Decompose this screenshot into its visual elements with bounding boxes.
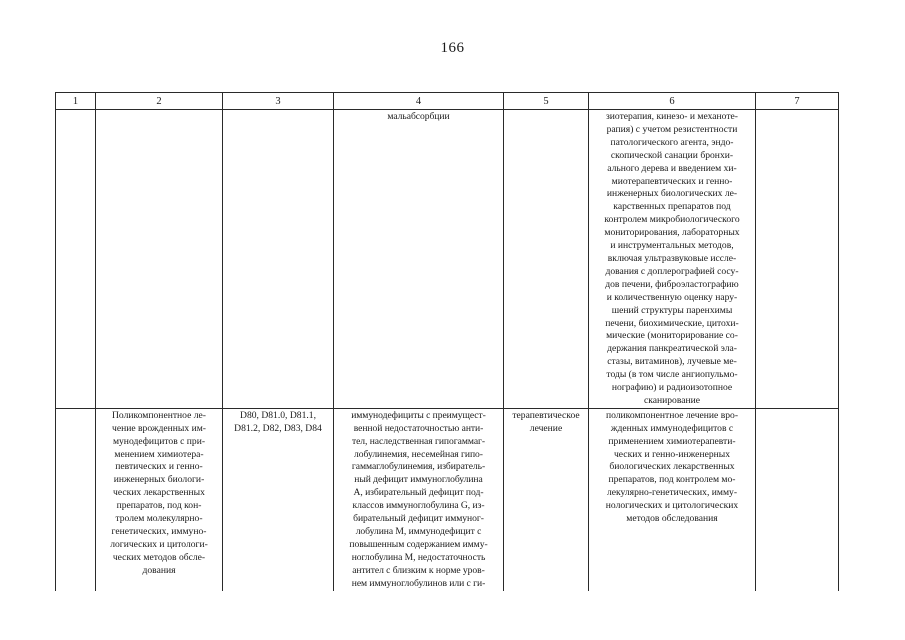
cell-text-line: ческих и генно-инженерных bbox=[613, 448, 731, 460]
column-header-4: 4 bbox=[334, 93, 504, 110]
cell-text-line: бирательный дефицит иммуног- bbox=[353, 513, 484, 525]
cell-text-line: миотерапевтических и генно- bbox=[611, 175, 733, 187]
cell-text-line: инженерных биологи- bbox=[113, 474, 205, 486]
cell-text-line: ный дефицит иммуноглобулина bbox=[354, 474, 483, 486]
cell-text-line: применением химиотерапевти- bbox=[608, 435, 736, 447]
cell-r1-c3 bbox=[223, 110, 334, 409]
cell-text-line: лекулярно-генетических, имму- bbox=[606, 487, 738, 499]
cell-text-line: A, избирательный дефицит под- bbox=[353, 487, 484, 499]
cell-text-line: мические (мониторирование со- bbox=[606, 330, 738, 342]
cell-text-line: лобулина M, иммунодефицит с bbox=[355, 526, 482, 537]
cell-r1-c5 bbox=[504, 110, 589, 409]
cell-text-line: D81.2, D82, D83, D84 bbox=[234, 422, 322, 434]
cell-text-line: дов печени, фиброэластографию bbox=[605, 278, 739, 290]
cell-text-line: ческих методов обсле- bbox=[112, 551, 206, 563]
cell-text-line: логических и цитологи- bbox=[110, 538, 208, 550]
cell-r2-c7 bbox=[756, 408, 839, 590]
cell-text-line: печени, биохимические, цитохи- bbox=[605, 317, 739, 329]
cell-text-line: сканирование bbox=[643, 394, 701, 406]
cell-text-line: иммунодефициты с преимущест- bbox=[351, 409, 486, 421]
cell-text-line: и инструментальных методов, bbox=[610, 240, 734, 252]
cell-text-line: биологических лекарственных bbox=[609, 461, 735, 473]
cell-r2-c4 bbox=[334, 408, 504, 590]
cell-r1-c1 bbox=[56, 110, 96, 409]
cell-text-line: менением химиотера- bbox=[114, 448, 204, 460]
page-number: 166 bbox=[440, 40, 465, 56]
cell-text-line: мунодефицитов с при- bbox=[112, 435, 206, 447]
cell-text-line: певтических и генно- bbox=[115, 461, 203, 473]
medical-care-table bbox=[55, 92, 839, 591]
cell-text-line: методов обследования bbox=[626, 513, 718, 525]
cell-text-line: D80, D81.0, D81.1, bbox=[240, 409, 316, 421]
cell-text-line: контролем микробиологического bbox=[604, 214, 740, 226]
cell-text-line: лобулинемия, несемейная гипо- bbox=[354, 448, 483, 460]
cell-text-line: генетических, иммуно- bbox=[111, 526, 207, 537]
cell-text-line: рапия) с учетом резистентности bbox=[606, 123, 738, 135]
cell-text-line: шений структуры паренхимы bbox=[611, 304, 733, 316]
cell-text-line: зиотерапия, кинезо- и механоте- bbox=[606, 111, 738, 122]
cell-r1-c6 bbox=[589, 110, 756, 409]
cell-text-line: Поликомпонентное ле- bbox=[112, 409, 206, 421]
cell-text-line: классов иммуноглобулина G, из- bbox=[352, 500, 485, 512]
cell-text-line: тоды (в том числе ангиопульмо- bbox=[606, 369, 738, 381]
cell-text-line: антител с близким к норме уров- bbox=[352, 564, 485, 576]
column-header-6: 6 bbox=[589, 93, 756, 110]
cell-r2-c6 bbox=[589, 408, 756, 590]
cell-text-line: препаратов, под кон- bbox=[116, 500, 202, 512]
cell-text-line: повышенным содержанием имму- bbox=[349, 538, 488, 550]
cell-text-line: поликомпонентное лечение вро- bbox=[605, 409, 739, 421]
cell-text-line: гаммаглобулинемия, избиратель- bbox=[351, 461, 486, 473]
cell-text-line: ноглобулина M, недостаточность bbox=[351, 551, 486, 563]
column-number-row bbox=[56, 93, 839, 110]
cell-text-line: включая ультразвуковые иссле- bbox=[607, 252, 737, 264]
cell-text-line: дования bbox=[142, 564, 176, 576]
cell-text-line: жденных иммунодефицитов с bbox=[610, 422, 734, 434]
cell-text-line: ального дерева и введением хи- bbox=[607, 162, 737, 174]
cell-r2-c1 bbox=[56, 408, 96, 590]
cell-text-line: препаратов, под контролем мо- bbox=[608, 474, 736, 486]
cell-text-line: и количественную оценку нару- bbox=[606, 291, 738, 303]
cell-text-line: карственных препаратов под bbox=[613, 201, 731, 213]
table-row bbox=[56, 110, 839, 409]
cell-text-line: ческих лекарственных bbox=[113, 487, 205, 499]
cell-text-line: нологических и цитологических bbox=[605, 500, 739, 512]
cell-text-line: мальабсорбции bbox=[387, 111, 450, 122]
cell-text-line: тролем молекулярно- bbox=[115, 513, 203, 525]
cell-text-line: лечение bbox=[529, 422, 563, 434]
cell-r2-c3 bbox=[223, 408, 334, 590]
cell-text-line: скопической санации бронхи- bbox=[610, 149, 734, 161]
cell-r1-c7 bbox=[756, 110, 839, 409]
column-header-1: 1 bbox=[56, 93, 96, 110]
cell-text-line: чение врожденных им- bbox=[112, 422, 206, 434]
column-header-5: 5 bbox=[504, 93, 589, 110]
cell-text-line: мониторирования, лабораторных bbox=[604, 227, 740, 239]
cell-text-line: дования с доплерографией сосу- bbox=[605, 265, 739, 277]
column-header-2: 2 bbox=[96, 93, 223, 110]
cell-text-line: инженерных биологических ле- bbox=[606, 188, 738, 200]
cell-text-line: патологического агента, эндо- bbox=[610, 136, 734, 148]
table-row bbox=[56, 408, 839, 590]
cell-r2-c5 bbox=[504, 408, 589, 590]
cell-text-line: венной недостаточностью анти- bbox=[353, 422, 484, 434]
column-header-7: 7 bbox=[756, 93, 839, 110]
cell-r2-c2 bbox=[96, 408, 223, 590]
cell-text-line: держания панкреатической эла- bbox=[607, 343, 737, 355]
cell-text-line: тел, наследственная гипогаммаг- bbox=[351, 435, 486, 447]
cell-text-line: терапевтическое bbox=[512, 409, 580, 421]
cell-text-line: нем иммуноглобулинов или с ги- bbox=[351, 577, 486, 589]
cell-r1-c4 bbox=[334, 110, 504, 409]
cell-r1-c2 bbox=[96, 110, 223, 409]
cell-text-line: стазы, витаминов), лучевые ме- bbox=[607, 356, 737, 368]
cell-text-line: нографию) и радиоизотопное bbox=[611, 382, 733, 394]
column-header-3: 3 bbox=[223, 93, 334, 110]
